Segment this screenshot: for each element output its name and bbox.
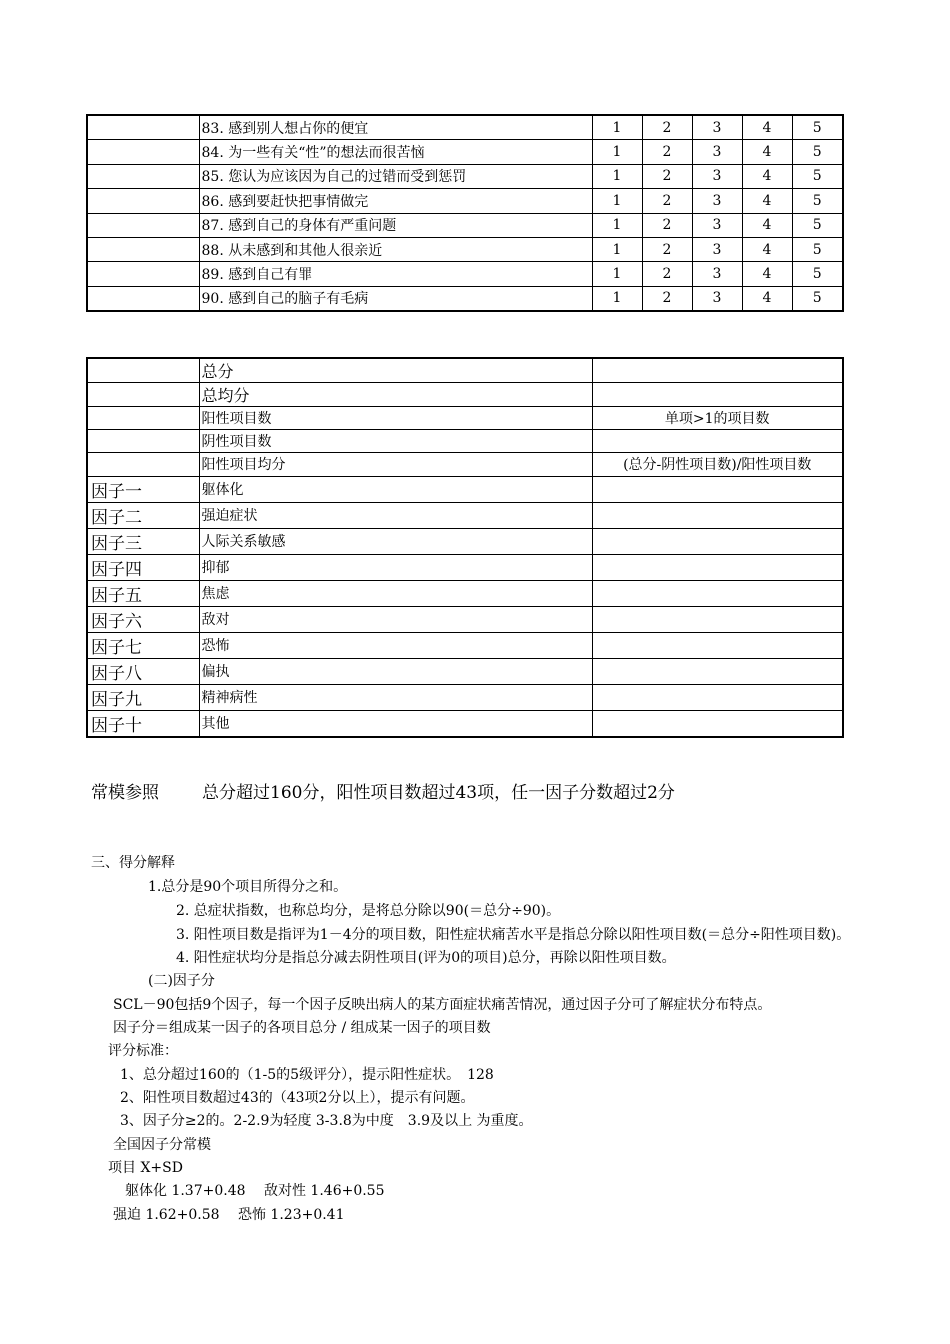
score-summary-table: [86, 357, 844, 738]
table-row: [87, 237, 843, 261]
factor-label: 因子六: [87, 606, 199, 632]
score-option[interactable]: 4: [742, 164, 792, 188]
score-option[interactable]: 3: [692, 115, 742, 140]
blank-cell: [87, 189, 199, 213]
norm-reference-text: 总分超过160分，阳性项目数超过43项，任一因子分数超过2分: [202, 783, 675, 803]
norm-reference-label: 常模参照: [91, 783, 159, 803]
score-option[interactable]: 5: [792, 140, 843, 164]
explanation-line: 3. 阳性项目数是指评为1－4分的项目数，阳性症状痛苦水平是指总分除以阳性项目数(＝总分÷阳性项目数)。: [176, 927, 851, 943]
summary-label: 阳性项目均分: [199, 453, 592, 476]
question-text: 83. 感到别人想占你的便宜: [199, 115, 592, 140]
table-row: [87, 407, 843, 430]
factor-label: [87, 453, 199, 476]
table-row: [87, 632, 843, 658]
norm-line: 强迫 1.62+0.58 恐怖 1.23+0.41: [113, 1207, 345, 1223]
summary-label: 阴性项目数: [199, 430, 592, 453]
summary-label: 偏执: [199, 658, 592, 684]
summary-value[interactable]: [592, 632, 843, 658]
score-option[interactable]: 5: [792, 237, 843, 261]
blank-cell: [87, 115, 199, 140]
summary-label: 精神病性: [199, 684, 592, 710]
explanation-line: SCL－90包括9个因子，每一个因子反映出病人的某方面症状痛苦情况，通过因子分可了解症状分布特点。: [113, 997, 772, 1013]
score-option[interactable]: 1: [592, 262, 642, 286]
factor-label: [87, 407, 199, 430]
summary-value[interactable]: [592, 658, 843, 684]
factor-label: 因子八: [87, 658, 199, 684]
criteria-line: 2、阳性项目数超过43的（43项2分以上），提示有问题。: [120, 1090, 475, 1106]
summary-value[interactable]: (总分-阴性项目数)/阳性项目数: [592, 453, 843, 476]
table-row: [87, 502, 843, 528]
factor-label: 因子一: [87, 476, 199, 502]
summary-value[interactable]: [592, 502, 843, 528]
score-option[interactable]: 4: [742, 286, 792, 311]
summary-value[interactable]: [592, 684, 843, 710]
table-row: [87, 262, 843, 286]
table-row: [87, 115, 843, 140]
summary-value[interactable]: [592, 383, 843, 407]
score-option[interactable]: 5: [792, 213, 843, 237]
summary-label: 恐怖: [199, 632, 592, 658]
summary-label: 总均分: [199, 383, 592, 407]
table-row: [87, 430, 843, 453]
question-text: 87. 感到自己的身体有严重问题: [199, 213, 592, 237]
factor-label: [87, 383, 199, 407]
table-row: [87, 606, 843, 632]
question-text: 85. 您认为应该因为自己的过错而受到惩罚: [199, 164, 592, 188]
criteria-line: 3、因子分≥2的。2-2.9为轻度 3-3.8为中度 3.9及以上 为重度。: [120, 1113, 533, 1129]
norm-heading: 全国因子分常模: [113, 1137, 211, 1153]
question-text: 90. 感到自己的脑子有毛病: [199, 286, 592, 311]
factor-label: [87, 358, 199, 383]
table-row: [87, 476, 843, 502]
section-heading: 三、得分解释: [91, 855, 175, 871]
factor-label: 因子二: [87, 502, 199, 528]
score-option[interactable]: 1: [592, 140, 642, 164]
summary-value[interactable]: [592, 710, 843, 737]
score-option[interactable]: 1: [592, 189, 642, 213]
summary-label: 其他: [199, 710, 592, 737]
score-option[interactable]: 2: [642, 262, 692, 286]
summary-value[interactable]: [592, 554, 843, 580]
factor-label: 因子七: [87, 632, 199, 658]
summary-label: 躯体化: [199, 476, 592, 502]
score-option[interactable]: 4: [742, 140, 792, 164]
factor-label: 因子九: [87, 684, 199, 710]
score-option[interactable]: 3: [692, 262, 742, 286]
subsection-heading: (二)因子分: [148, 973, 215, 989]
score-option[interactable]: 5: [792, 164, 843, 188]
summary-value[interactable]: [592, 358, 843, 383]
summary-value[interactable]: [592, 580, 843, 606]
norm-line: 躯体化 1.37+0.48 敌对性 1.46+0.55: [125, 1183, 385, 1199]
table-row: [87, 453, 843, 476]
blank-cell: [87, 286, 199, 311]
table-row: [87, 164, 843, 188]
summary-label: 总分: [199, 358, 592, 383]
table-row: [87, 358, 843, 383]
table-row: [87, 684, 843, 710]
blank-cell: [87, 140, 199, 164]
summary-value[interactable]: 单项>1的项目数: [592, 407, 843, 430]
score-option[interactable]: 2: [642, 140, 692, 164]
score-option[interactable]: 3: [692, 286, 742, 311]
factor-label: 因子五: [87, 580, 199, 606]
question-text: 86. 感到要赶快把事情做完: [199, 189, 592, 213]
score-option[interactable]: 4: [742, 237, 792, 261]
summary-value[interactable]: [592, 606, 843, 632]
score-option[interactable]: 4: [742, 213, 792, 237]
score-option[interactable]: 5: [792, 262, 843, 286]
criteria-line: 1、总分超过160的（1-5的5级评分），提示阳性症状。 128: [120, 1067, 494, 1083]
summary-label: 敌对: [199, 606, 592, 632]
score-option[interactable]: 4: [742, 189, 792, 213]
table-row: [87, 383, 843, 407]
score-option[interactable]: 5: [792, 115, 843, 140]
score-option[interactable]: 3: [692, 140, 742, 164]
summary-label: 焦虑: [199, 580, 592, 606]
summary-value[interactable]: [592, 528, 843, 554]
score-option[interactable]: 3: [692, 164, 742, 188]
explanation-line: 4. 阳性症状均分是指总分减去阴性项目(评为0的项目)总分，再除以阳性项目数。: [176, 950, 676, 966]
summary-value[interactable]: [592, 430, 843, 453]
explanation-line: 评分标准：: [108, 1043, 178, 1059]
explanation-line: 2. 总症状指数，也称总均分，是将总分除以90(＝总分÷90)。: [176, 903, 561, 919]
score-option[interactable]: 2: [642, 213, 692, 237]
blank-cell: [87, 262, 199, 286]
blank-cell: [87, 237, 199, 261]
score-option[interactable]: 5: [792, 189, 843, 213]
factor-label: [87, 430, 199, 453]
blank-cell: [87, 164, 199, 188]
score-option[interactable]: 2: [642, 189, 692, 213]
table-row: [87, 286, 843, 311]
score-option[interactable]: 1: [592, 286, 642, 311]
table-row: [87, 554, 843, 580]
norm-line: 项目 X+SD: [108, 1160, 183, 1176]
score-option[interactable]: 1: [592, 115, 642, 140]
table-row: [87, 140, 843, 164]
blank-cell: [87, 213, 199, 237]
questionnaire-table: [86, 114, 844, 312]
table-row: [87, 580, 843, 606]
explanation-line: 因子分＝组成某一因子的各项目总分 / 组成某一因子的项目数: [113, 1020, 491, 1036]
score-option[interactable]: 3: [692, 189, 742, 213]
score-option[interactable]: 5: [792, 286, 843, 311]
explanation-line: 1.总分是90个项目所得分之和。: [148, 879, 348, 895]
score-option[interactable]: 2: [642, 237, 692, 261]
score-option[interactable]: 2: [642, 115, 692, 140]
table-row: [87, 528, 843, 554]
factor-label: 因子十: [87, 710, 199, 737]
score-option[interactable]: 2: [642, 164, 692, 188]
score-option[interactable]: 1: [592, 237, 642, 261]
summary-label: 强迫症状: [199, 502, 592, 528]
score-option[interactable]: 2: [642, 286, 692, 311]
question-text: 88. 从未感到和其他人很亲近: [199, 237, 592, 261]
factor-label: 因子四: [87, 554, 199, 580]
score-option[interactable]: 1: [592, 213, 642, 237]
question-text: 84. 为一些有关“性”的想法而很苦恼: [199, 140, 592, 164]
table-row: [87, 710, 843, 737]
summary-label: 阳性项目数: [199, 407, 592, 430]
table-row: [87, 658, 843, 684]
table-row: [87, 213, 843, 237]
score-option[interactable]: 3: [692, 213, 742, 237]
score-option[interactable]: 3: [692, 237, 742, 261]
score-option[interactable]: 1: [592, 164, 642, 188]
summary-label: 人际关系敏感: [199, 528, 592, 554]
score-option[interactable]: 4: [742, 115, 792, 140]
question-text: 89. 感到自己有罪: [199, 262, 592, 286]
summary-value[interactable]: [592, 476, 843, 502]
factor-label: 因子三: [87, 528, 199, 554]
score-option[interactable]: 4: [742, 262, 792, 286]
summary-label: 抑郁: [199, 554, 592, 580]
table-row: [87, 189, 843, 213]
